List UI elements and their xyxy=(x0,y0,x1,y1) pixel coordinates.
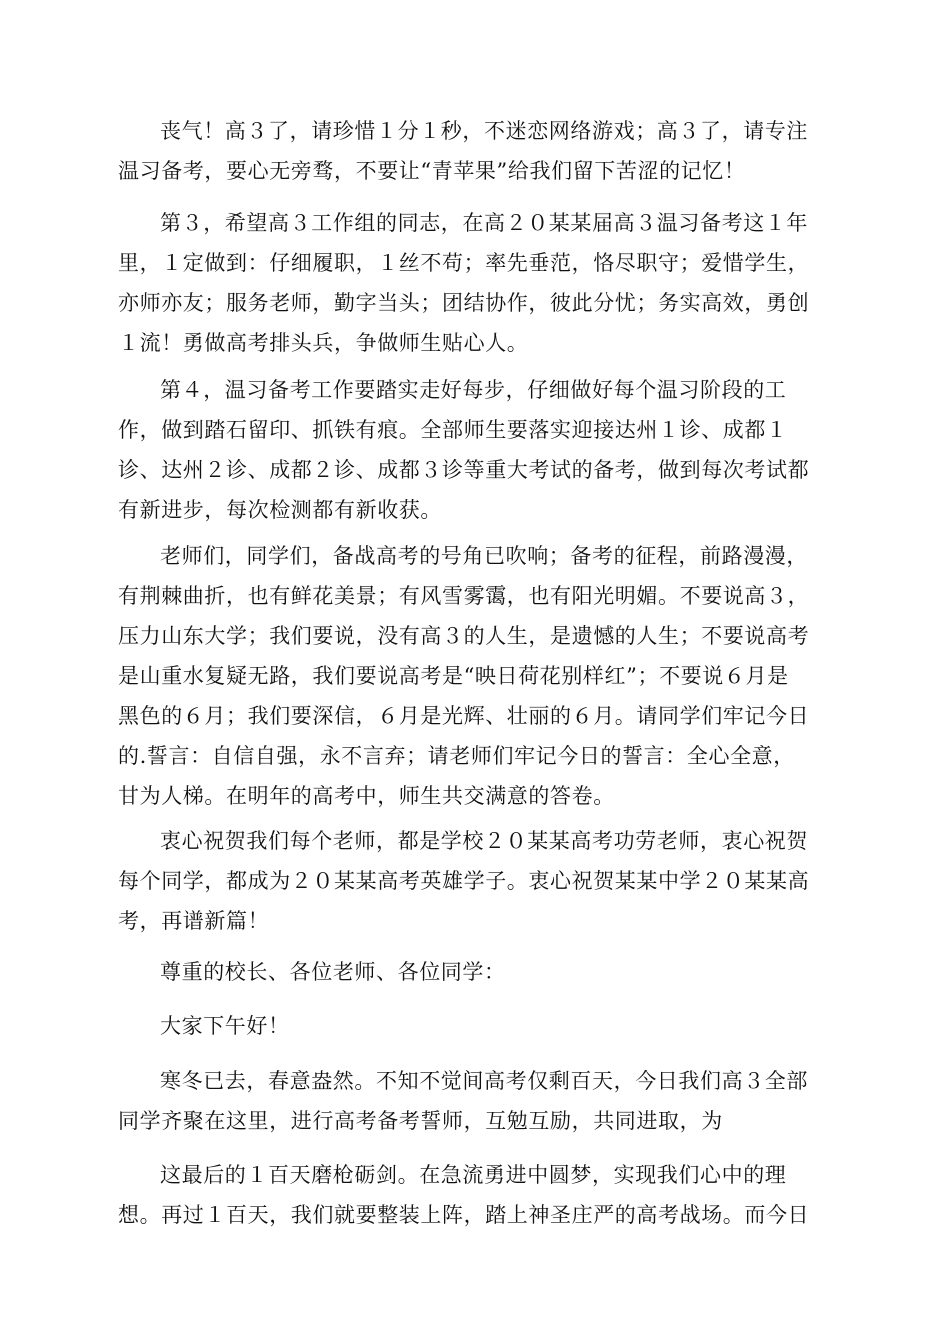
paragraph-line: 的.誓言：自信自强，永不言弃；请老师们牢记今日的誓言：全心全意， xyxy=(118,744,795,768)
paragraph-line: 压力山东大学；我们要说，没有高３的人生，是遗憾的人生；不要说高考 xyxy=(118,624,810,648)
paragraph-line: 老师们，同学们，备战高考的号角已吹响；备考的征程，前路漫漫， xyxy=(160,544,808,568)
paragraph-line: 黑色的６月；我们要深信，６月是光辉、壮丽的６月。请同学们牢记今日 xyxy=(118,704,810,728)
paragraph-line: 甘为人梯。在明年的高考中，师生共交满意的答卷。 xyxy=(118,784,615,808)
paragraph-line: 这最后的１百天磨枪砺剑。在急流勇进中圆梦，实现我们心中的理 xyxy=(160,1163,787,1187)
paragraph-line: 第３，希望高３工作组的同志，在高２０某某届高３温习备考这１年 xyxy=(160,211,808,235)
paragraph-line: 温习备考，要心无旁骛，不要让“青苹果”给我们留下苦涩的记忆！ xyxy=(118,159,746,183)
paragraph-line: １流！勇做高考排头兵，争做师生贴心人。 xyxy=(118,331,529,355)
paragraph-line: 尊重的校长、各位老师、各位同学： xyxy=(160,960,506,984)
paragraph-line: 作，做到踏石留印、抓铁有痕。全部师生要落实迎接达州１诊、成都１ xyxy=(118,418,788,442)
paragraph-line: 考，再谱新篇！ xyxy=(118,909,270,933)
paragraph-line: 第４，温习备考工作要踏实走好每步，仔细做好每个温习阶段的工 xyxy=(160,378,787,402)
paragraph-4 xyxy=(118,536,838,816)
paragraph-7 xyxy=(118,1006,838,1046)
paragraph-5 xyxy=(118,821,838,941)
paragraph-6 xyxy=(118,952,838,992)
paragraph-2 xyxy=(118,203,838,363)
paragraph-line: 丧气！高３了，请珍惜１分１秒，不迷恋网络游戏；高３了，请专注 xyxy=(160,119,808,143)
paragraph-line: 每个同学，都成为２０某某高考英雄学子。衷心祝贺某某中学２０某某高 xyxy=(118,869,810,893)
paragraph-line: 寒冬已去，春意盎然。不知不觉间高考仅剩百天，今日我们高３全部 xyxy=(160,1069,808,1093)
paragraph-9 xyxy=(118,1155,838,1235)
paragraph-line: 大家下午好！ xyxy=(160,1014,290,1038)
paragraph-line: 衷心祝贺我们每个老师，都是学校２０某某高考功劳老师，衷心祝贺 xyxy=(160,829,808,853)
paragraph-8 xyxy=(118,1061,838,1141)
paragraph-line: 同学齐聚在这里，进行高考备考誓师，互勉互励，共同进取，为 xyxy=(118,1109,723,1133)
paragraph-3 xyxy=(118,370,838,530)
paragraph-line: 想。再过１百天，我们就要整装上阵，踏上神圣庄严的高考战场。而今日 xyxy=(118,1203,810,1227)
paragraph-line: 有荆棘曲折，也有鲜花美景；有风雪雾霭，也有阳光明媚。不要说高３， xyxy=(118,584,810,608)
paragraph-line: 有新进步，每次检测都有新收获。 xyxy=(118,498,442,522)
paragraph-line: 亦师亦友；服务老师，勤字当头；团结协作，彼此分忧；务实高效，勇创 xyxy=(118,291,810,315)
paragraph-1 xyxy=(118,111,838,191)
paragraph-line: 诊、达州２诊、成都２诊、成都３诊等重大考试的备考，做到每次考试都 xyxy=(118,458,810,482)
paragraph-line: 是山重水复疑无路，我们要说高考是“映日荷花别样红”；不要说６月是 xyxy=(118,664,789,688)
paragraph-line: 里，１定做到：仔细履职，１丝不苟；率先垂范，恪尽职守；爱惜学生， xyxy=(118,251,810,275)
